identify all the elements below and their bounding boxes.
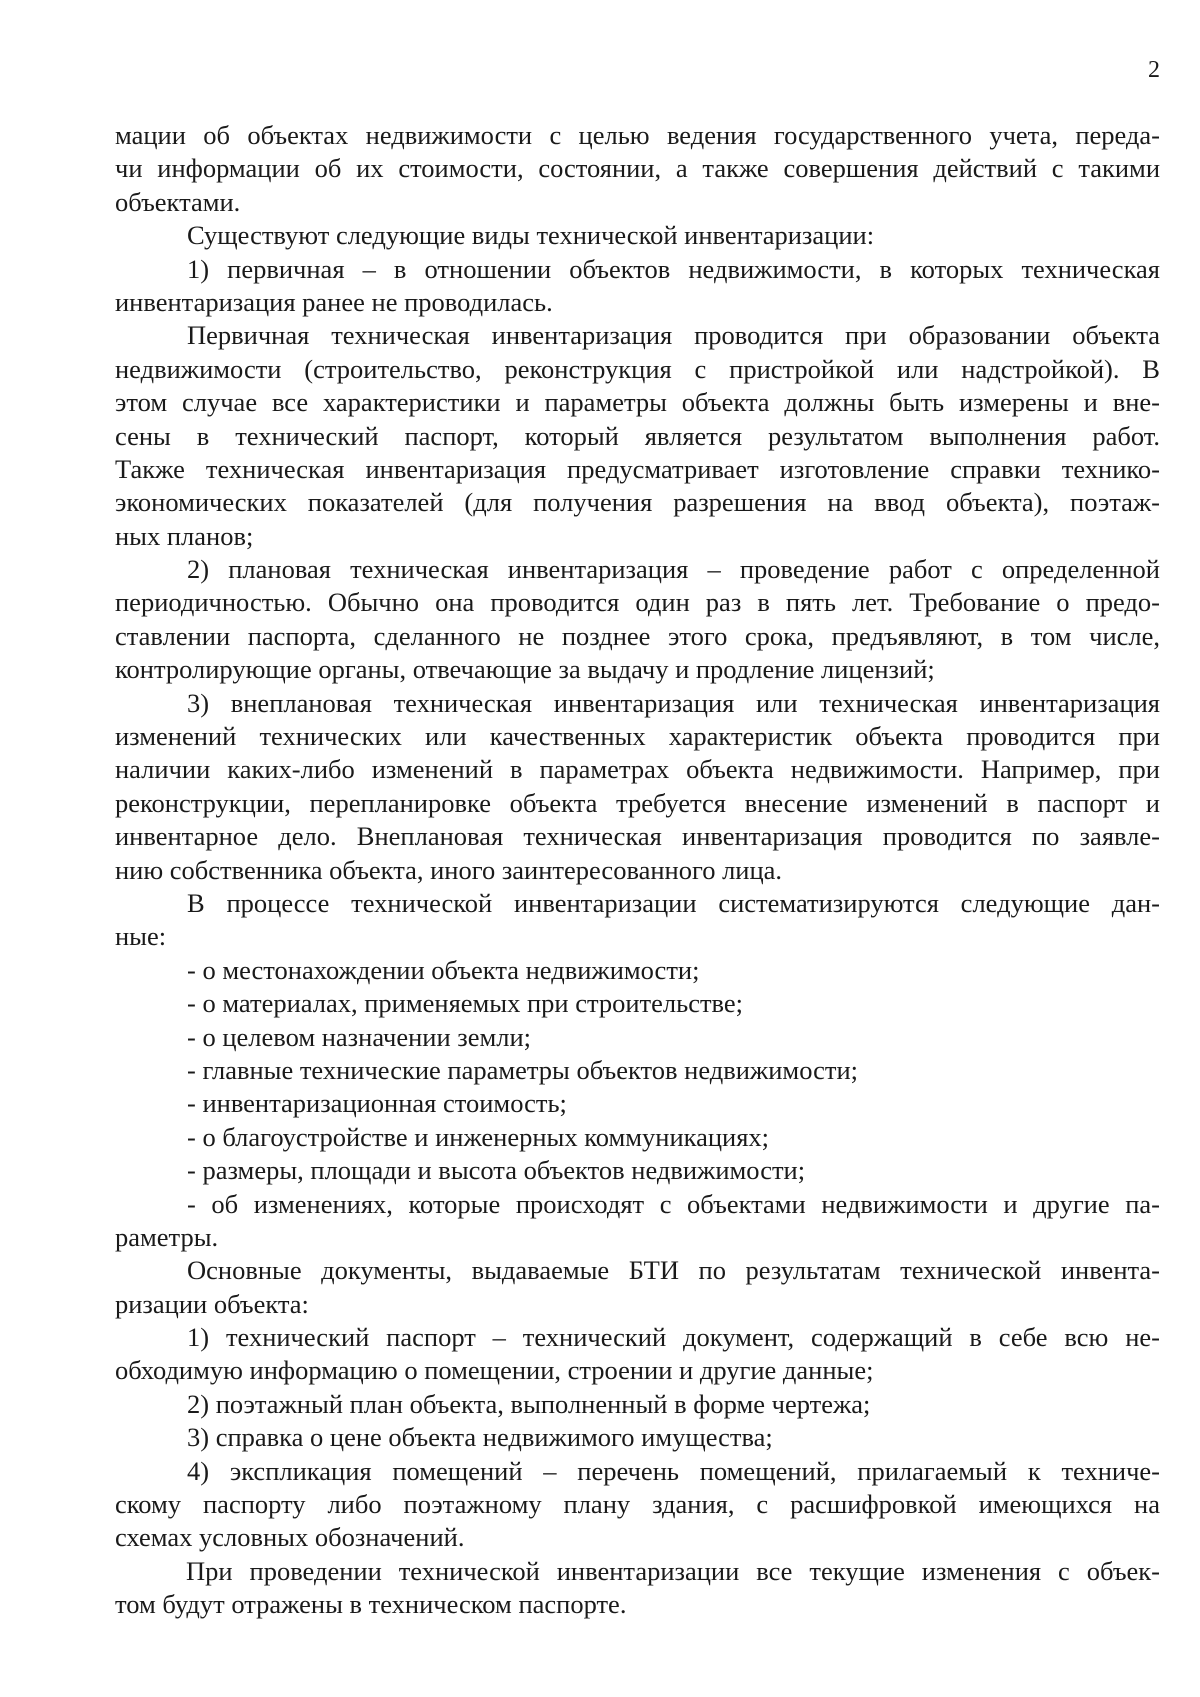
text-line: - главные технические параметры объектов недвижимости; <box>187 1054 858 1085</box>
text-line: 3) внеплановая техническая инвентаризация или техническая инвентаризация <box>187 687 1160 718</box>
text-line: схемах условных обозначений. <box>115 1522 465 1553</box>
text-line: 1) первичная – в отношении объектов недвижимости, в которых техническая <box>187 253 1160 284</box>
text-line: 2) поэтажный план объекта, выполненный в форме чертежа; <box>187 1388 871 1419</box>
text-line: 2) плановая техническая инвентаризация – проведение работ с определенной <box>187 554 1160 585</box>
text-line: мации об объектах недвижимости с целью ведения государственного учета, переда- <box>115 120 1160 150</box>
page-number: 2 <box>1148 57 1160 83</box>
text-line: нию собственника объекта, иного заинтересованного лица. <box>115 854 783 885</box>
text-line: скому паспорту либо поэтажному плану здания, с расшифровкой имеющихся на <box>115 1489 1160 1520</box>
text-line: объектами. <box>115 186 241 217</box>
text-line: недвижимости (строительство, реконструкция с пристройкой или надстройкой). В <box>115 353 1160 384</box>
text-line: периодичностью. Обычно она проводится один раз в пять лет. Требование о предо- <box>115 587 1160 618</box>
text-line: - о целевом назначении земли; <box>187 1021 532 1052</box>
text-line: - о материалах, применяемых при строительстве; <box>187 988 744 1019</box>
text-line: инвентарное дело. Внеплановая техническая инвентаризация проводится по заявле- <box>115 821 1160 852</box>
text-line: том будут отражены в техническом паспорте. <box>115 1589 627 1620</box>
text-line: - инвентаризационная стоимость; <box>187 1088 567 1119</box>
text-line: инвентаризация ранее не проводилась. <box>115 286 553 317</box>
text-line: 4) экспликация помещений – перечень помещений, прилагаемый к техниче- <box>187 1455 1160 1486</box>
text-line: Первичная техническая инвентаризация проводится при образовании объекта <box>187 320 1160 351</box>
text-line: ставлении паспорта, сделанного не позднее этого срока, предъявляют, в том числе, <box>115 620 1160 651</box>
text-line: раметры. <box>115 1221 219 1252</box>
text-line: сены в технический паспорт, который является результатом выполнения работ. <box>115 420 1160 451</box>
text-line: При проведении технической инвентаризации все текущие изменения с объек- <box>186 1555 1160 1586</box>
text-line: этом случае все характеристики и параметры объекта должны быть измерены и вне- <box>115 387 1160 418</box>
text-line: ные: <box>115 921 167 952</box>
text-line: - о благоустройстве и инженерных коммуникациях; <box>187 1121 770 1152</box>
text-line: реконструкции, перепланировке объекта требуется внесение изменений в паспорт и <box>115 787 1160 818</box>
text-line: - размеры, площади и высота объектов недвижимости; <box>187 1155 806 1186</box>
text-line: чи информации об их стоимости, состоянии, а также совершения действий с такими <box>115 153 1160 184</box>
text-line: 1) технический паспорт – технический документ, содержащий в себе всю не- <box>187 1322 1160 1353</box>
text-line: изменений технических или качественных характеристик объекта проводится при <box>115 721 1160 752</box>
text-line: 3) справка о цене объекта недвижимого имущества; <box>187 1422 773 1453</box>
text-line: экономических показателей (для получения разрешения на ввод объекта), поэтаж- <box>115 487 1160 518</box>
body-text <box>115 119 1160 1622</box>
text-line: - об изменениях, которые происходят с объектами недвижимости и другие па- <box>187 1188 1160 1219</box>
text-line: наличии каких-либо изменений в параметрах объекта недвижимости. Например, при <box>115 754 1160 785</box>
text-line: Существуют следующие виды технической инвентаризации: <box>187 220 875 251</box>
text-line: ризации объекта: <box>115 1288 309 1319</box>
text-line: обходимую информацию о помещении, строении и другие данные; <box>115 1355 874 1386</box>
text-line: В процессе технической инвентаризации систематизируются следующие дан- <box>187 887 1160 918</box>
text-line: Основные документы, выдаваемые БТИ по результатам технической инвента- <box>187 1255 1160 1286</box>
text-line: Также техническая инвентаризация предусматривает изготовление справки технико- <box>115 453 1160 484</box>
text-line: ных планов; <box>115 520 254 551</box>
text-line: контролирующие органы, отвечающие за выдачу и продление лицензий; <box>115 654 935 685</box>
text-line: - о местонахождении объекта недвижимости; <box>187 954 700 985</box>
